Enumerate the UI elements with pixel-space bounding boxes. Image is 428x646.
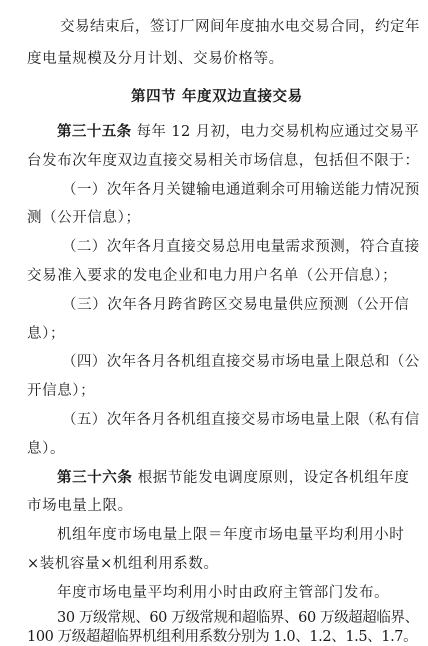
article-text: 根据节能发电调度原则，设定各机组年度 bbox=[132, 470, 410, 486]
text-line: 测（公开信息）； bbox=[27, 210, 141, 226]
article-paragraph bbox=[57, 469, 410, 487]
text-line: 开信息）； bbox=[27, 383, 96, 399]
list-item: （一）次年各月关键输电通道剩余可用输送能力情况预 bbox=[62, 182, 420, 198]
text-line: 市场电量上限。 bbox=[27, 498, 133, 514]
article-number: 第三十六条 bbox=[57, 469, 133, 486]
list-item: （四）次年各月各机组直接交易市场电量上限总和（公 bbox=[62, 354, 420, 370]
text-line: 100 万级超超临界机组利用系数分别为 1.0、1.2、1.5、1.7。 bbox=[27, 629, 418, 645]
text-line: ×装机容量×机组利用系数。 bbox=[27, 556, 219, 572]
text-line: 交易准入要求的发电企业和电力用户名单（公开信息）； bbox=[27, 268, 398, 284]
article-number: 第三十五条 bbox=[57, 123, 132, 140]
article-paragraph bbox=[57, 123, 419, 141]
text-line: 息）。 bbox=[27, 441, 66, 457]
list-item: （二）次年各月直接交易总用电量需求预测，符合直接 bbox=[62, 239, 420, 255]
text-line: 30 万级常规、60 万级常规和超临界、60 万级超超临界、 bbox=[57, 610, 419, 626]
text-line: 度电量规模及分月计划、交易价格等。 bbox=[27, 51, 284, 67]
text-line: 年度市场电量平均利用小时由政府主管部门发布。 bbox=[57, 585, 390, 601]
text-line: 机组年度市场电量上限＝年度市场电量平均利用小时 bbox=[57, 527, 405, 543]
text-line: 息）； bbox=[27, 326, 66, 342]
section-heading: 第四节 年度双边直接交易 bbox=[131, 88, 303, 105]
article-text: 每年 12 月初，电力交易机构应通过交易平 bbox=[131, 124, 420, 140]
list-item: （三）次年各月跨省跨区交易电量供应预测（公开信 bbox=[62, 297, 410, 313]
text-line: 台发布次年度双边直接交易相关市场信息，包括但不限于： bbox=[27, 153, 420, 169]
text-line: 交易结束后，签订厂网间年度抽水电交易合同，约定年 bbox=[60, 19, 420, 35]
list-item: （五）次年各月各机组直接交易市场电量上限（私有信 bbox=[62, 412, 420, 428]
